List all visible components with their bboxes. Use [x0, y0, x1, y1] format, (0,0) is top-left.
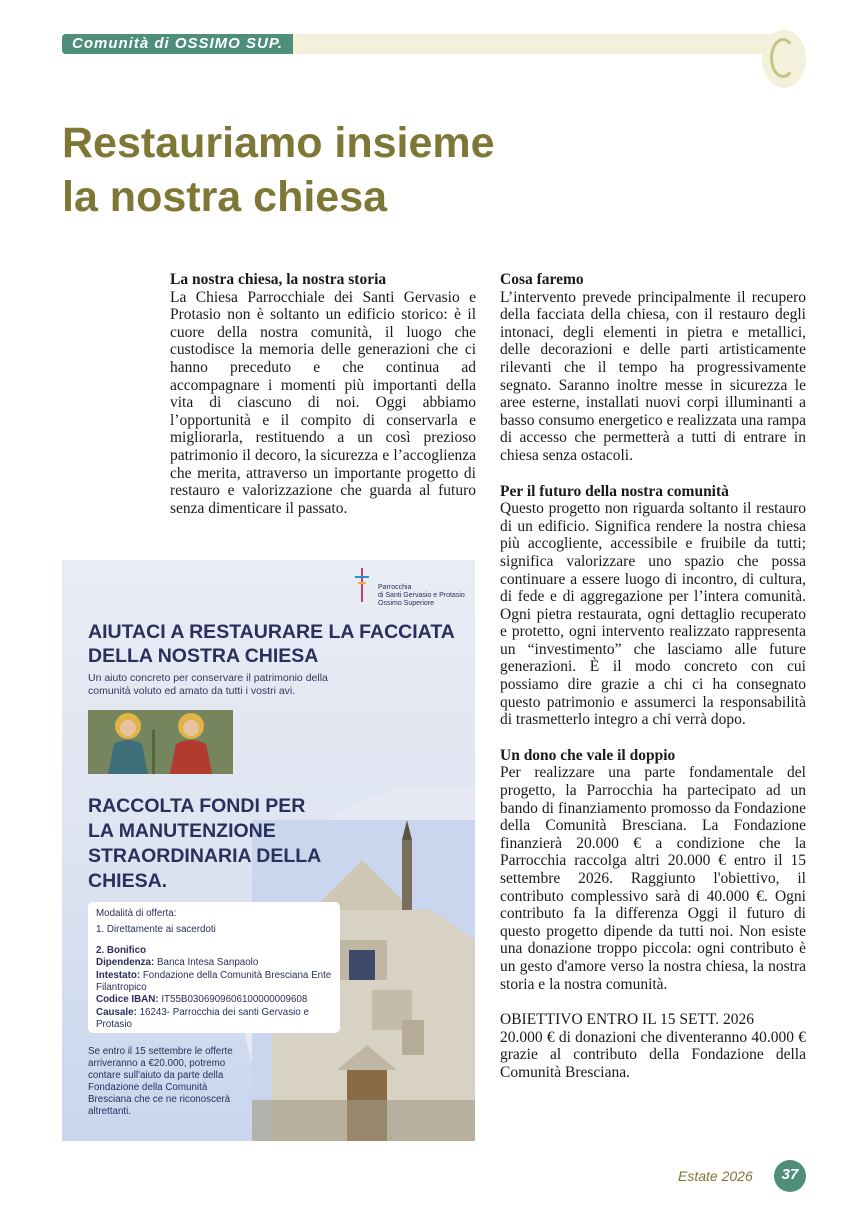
section-heading: Un dono che vale il doppio [500, 746, 676, 764]
iban-label: Codice IBAN: [96, 994, 159, 1006]
section-heading: Per il futuro della nostra comunità [500, 482, 729, 500]
bank-branch-value: Banca Intesa Sanpaolo [154, 957, 259, 969]
offer-option-1: 1. Direttamente ai sacerdoti [96, 924, 216, 936]
logo-line: di Santi Gervasio e Protasio [378, 592, 465, 599]
bank-branch-line [96, 957, 332, 969]
account-holder-line [96, 970, 332, 995]
header-decoration-arc [770, 38, 796, 78]
article-title-line2: la nostra chiesa [62, 173, 388, 221]
section-body: L’intervento prevede principalmente il recupero della facciata della chiesa, con il restauro degli intonaci, degli elementi in pietra e metallici, delle decorazioni e delle parti artisticamente rilevanti che il tempo ha progressivamente segnato. Saranno inoltre messe in sicurezza le aree esterne, installati nuovi corpi illuminanti a basso consumo energetico e realizzata una rampa di accesso che permetterà a tutti di entrare in chiesa senza ostacoli. [500, 288, 806, 464]
saints-painting-image [88, 710, 233, 774]
causale-value: 16243- Parrocchia dei santi Gervasio e Protasio [96, 1006, 309, 1031]
poster-subtitle: Un aiuto concreto per conservare il patrimonio della comunità voluto ed amato da tutti i vostri avi. [88, 672, 328, 697]
section-heading: La nostra chiesa, la nostra storia [170, 271, 387, 288]
logo-line: Parrocchia [378, 584, 412, 591]
iban-value: IT55B0306909606100000009608 [158, 994, 308, 1006]
article-column-right [500, 271, 806, 1082]
goal-heading: OBIETTIVO ENTRO IL 15 SETT. 2026 [500, 1011, 754, 1029]
section-body: Questo progetto non riguarda soltanto il restauro di un edificio. Significa rendere la nostra chiesa più accogliente, accessibile e fruibile da tutti; significa valorizzare uno spazio che possa continuare a essere luogo di incontro, di cultura, di fede e di aggregazione per l’intera comunità. Ogni pietra restaurata, ogni dettaglio recuperato e protetto, ogni intervento realizzato rappresenta un “investimento” che lasciamo alle future generazioni. È il modo concreto con cui possiamo dire grazie a chi ci ha consegnato questo patrimonio e assumerci la responsabilità di trasmetterlo integro a chi verrà dopo. [500, 500, 806, 729]
section-label: Comunità di OSSIMO SUP. [62, 34, 293, 54]
causale-line [96, 1007, 332, 1032]
goal-body: 20.000 € di donazioni che diventeranno 40.000 € grazie al contributo della Fondazione della Comunità Bresciana. [500, 1028, 806, 1081]
causale-label: Causale: [96, 1006, 137, 1018]
poster-fundraising-heading: RACCOLTA FONDI PER LA MANUTENZIONE STRAORDINARIA DELLA CHIESA. [88, 795, 321, 892]
account-holder-value: Fondazione della Comunità Bresciana Ente Filantropico [96, 969, 332, 994]
article-column-left [170, 271, 476, 517]
section-body: Per realizzare una parte fondamentale del progetto, la Parrocchia ha partecipato ad un bando di finanziamento promosso da Fondazione della Comunità Bresciana. La Fondazione finanzierà 20.000 € a condizione che la Parrocchia raccolga altri 20.000 € entro il 15 settembre 2026. Raggiunto l'obiettivo, il contributo complessivo sarà di 40.000 €. Ogni contributo fa la differenza Oggi il futuro di questo progetto dipende da tutti noi. Non esiste una donazione troppo piccola: ogni contributo è un gesto d'amore verso la nostra chiesa, la nostra storia e la nostra comunità. [500, 764, 806, 993]
matching-funds-note: Se entro il 15 settembre le offerte arriveranno a €20.000, potremo contare sull'aiuto da parte della Fondazione della Comunità Bresciana che ce ne riconoscerà altrettanti. [88, 1046, 233, 1117]
iban-line [96, 994, 332, 1006]
donation-options-box [88, 902, 340, 1033]
account-holder-label: Intestato: [96, 969, 141, 981]
poster-title: AIUTACI A RESTAURARE LA FACCIATA DELLA NOSTRA CHIESA [88, 621, 455, 667]
offer-title: Modalità di offerta: [96, 908, 177, 919]
parish-cross-icon [355, 568, 369, 602]
bank-branch-label: Dipendenza: [96, 957, 155, 969]
parish-logo-text [378, 584, 465, 608]
article-title [62, 116, 762, 224]
fundraising-poster [62, 560, 475, 1141]
section-body: La Chiesa Parrocchiale dei Santi Gervasio e Protasio non è soltanto un edificio storico: è il cuore della nostra comunità, il luogo che custodisce la memoria delle generazioni che ci hanno preceduto e che continua ad accompagnare i momenti più importanti della vita di ciascuno di noi. Oggi abbiamo l’opportunità e il compito di conservarla e migliorarla, restituendo a un così prezioso patrimonio il decoro, la sicurezza e l’accoglienza che merita, attraverso un importante progetto di restauro e valorizzazione che guarda al futuro senza dimenticare il passato. [170, 288, 476, 517]
page-number: 37 [774, 1160, 806, 1192]
logo-line: Ossimo Superiore [378, 600, 435, 607]
issue-label: Estate 2026 [678, 1168, 753, 1184]
article-title-line1: Restauriamo insieme [62, 119, 495, 167]
section-heading: Cosa faremo [500, 271, 584, 288]
offer-option-2: 2. Bonifico [96, 944, 147, 956]
